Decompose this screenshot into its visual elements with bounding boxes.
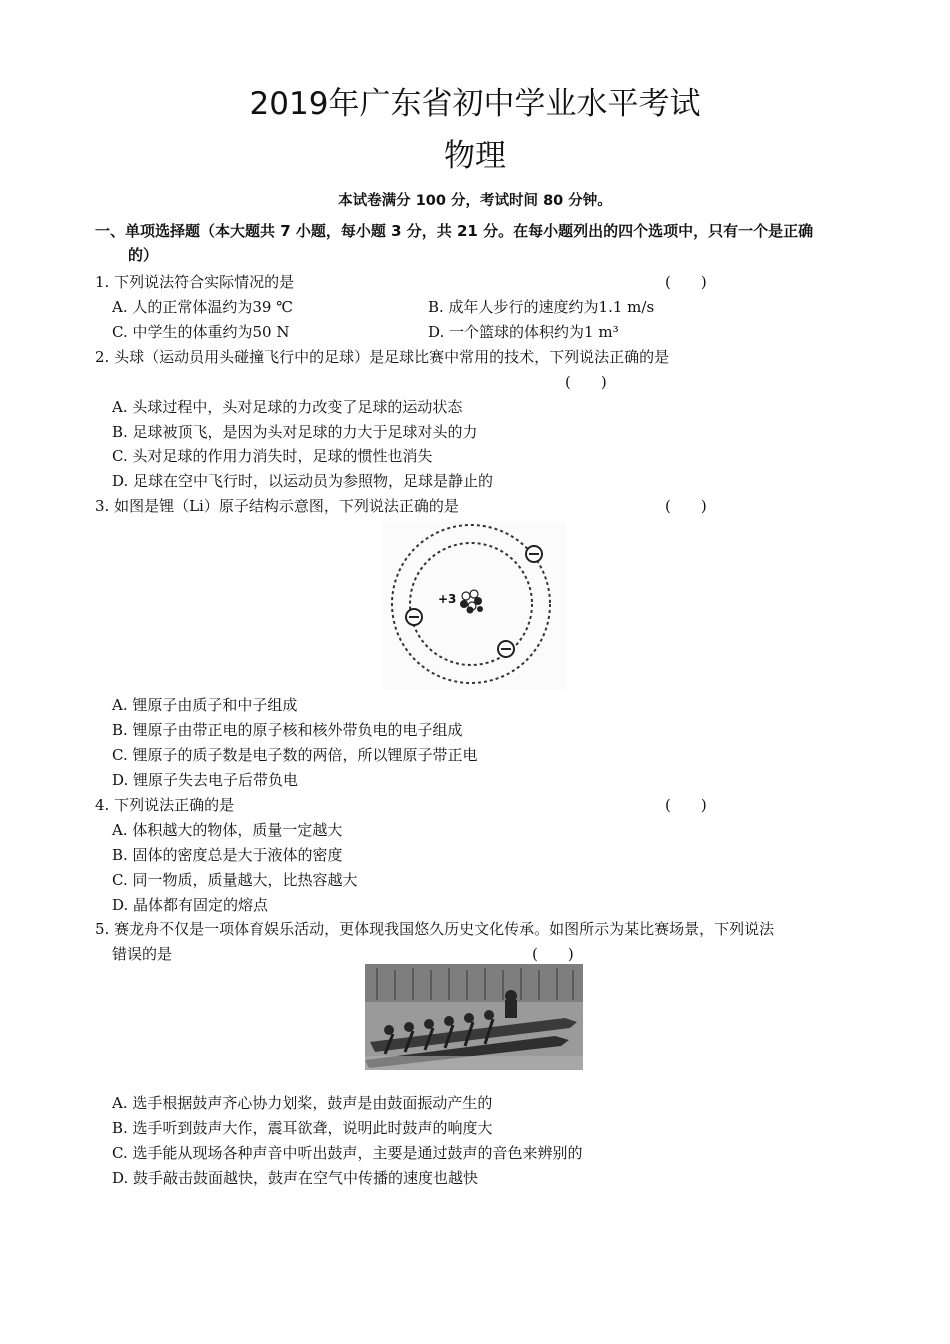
question-5-option-c: C. 选手能从现场各种声音中听出鼓声，主要是通过鼓声的音色来辨别的 <box>112 1144 583 1162</box>
question-1-answer-blank: ( ) <box>665 273 707 291</box>
question-3-answer-blank: ( ) <box>665 497 707 515</box>
question-3-option-c: C. 锂原子的质子数是电子数的两倍，所以锂原子带正电 <box>112 746 478 764</box>
dragon-boat-photo <box>365 964 583 1070</box>
question-5-option-d: D. 鼓手敲击鼓面越快，鼓声在空气中传播的速度也越快 <box>112 1169 479 1187</box>
question-4-option-d: D. 晶体都有固定的熔点 <box>112 896 269 914</box>
question-5-stem: 5. 赛龙舟不仅是一项体育娱乐活动，更体现我国悠久历史文化传承。如图所示为某比赛场景，下列说法 <box>95 920 775 938</box>
question-5-stem-continued: 错误的是 <box>112 945 173 963</box>
question-3-option-d: D. 锂原子失去电子后带负电 <box>112 771 299 789</box>
question-1-option-a: A. 人的正常体温约为39 ℃ <box>112 298 294 316</box>
question-4-option-a: A. 体积越大的物体，质量一定越大 <box>112 821 343 839</box>
lithium-atom-figure <box>382 522 566 690</box>
electron <box>526 546 542 562</box>
question-2-option-d: D. 足球在空中飞行时，以运动员为参照物，足球是静止的 <box>112 472 494 490</box>
question-3-stem: 3. 如图是锂（Li）原子结构示意图，下列说法正确的是 <box>95 497 459 515</box>
question-2-option-c: C. 头对足球的作用力消失时，足球的惯性也消失 <box>112 447 433 465</box>
section-heading-line1: 一、单项选择题（本大题共 7 小题，每小题 3 分，共 21 分。在每小题列出的四个选项中，只有一个是正确 <box>95 222 814 240</box>
question-1-option-c: C. 中学生的体重约为50 N <box>112 323 290 341</box>
question-4-answer-blank: ( ) <box>665 796 707 814</box>
dragon-boat-image <box>365 964 583 1070</box>
electron <box>406 609 422 625</box>
subject-title: 物理 <box>444 138 506 174</box>
question-2-answer-blank: ( ) <box>565 373 607 391</box>
question-5-option-b: B. 选手听到鼓声大作，震耳欲聋，说明此时鼓声的响度大 <box>112 1119 493 1137</box>
lithium-atom-diagram <box>382 522 566 690</box>
question-1-option-b: B. 成年人步行的速度约为1.1 m/s <box>428 298 655 316</box>
exam-note: 本试卷满分 100 分，考试时间 80 分钟。 <box>338 193 612 209</box>
question-1-option-d: D. 一个篮球的体积约为1 m³ <box>428 323 619 341</box>
question-2-option-b: B. 足球被顶飞，是因为头对足球的力大于足球对头的力 <box>112 423 478 441</box>
question-1-stem: 1. 下列说法符合实际情况的是 <box>95 273 295 291</box>
question-2-option-a: A. 头球过程中，头对足球的力改变了足球的运动状态 <box>112 398 463 416</box>
nuclear-charge-label: +3 <box>438 592 457 606</box>
question-4-stem: 4. 下列说法正确的是 <box>95 796 235 814</box>
section-heading-line2: 的） <box>128 246 159 264</box>
question-4-option-b: B. 固体的密度总是大于液体的密度 <box>112 846 343 864</box>
question-5-answer-blank: ( ) <box>532 945 574 963</box>
question-4-option-c: C. 同一物质，质量越大，比热容越大 <box>112 871 358 889</box>
question-3-option-b: B. 锂原子由带正电的原子核和核外带负电的电子组成 <box>112 721 463 739</box>
question-2-stem: 2. 头球（运动员用头碰撞飞行中的足球）是足球比赛中常用的技术，下列说法正确的是 <box>95 348 670 366</box>
question-5-option-a: A. 选手根据鼓声齐心协力划桨，鼓声是由鼓面振动产生的 <box>112 1094 493 1112</box>
exam-title: 2019年广东省初中学业水平考试 <box>249 86 701 122</box>
question-3-option-a: A. 锂原子由质子和中子组成 <box>112 696 298 714</box>
electron <box>498 641 514 657</box>
